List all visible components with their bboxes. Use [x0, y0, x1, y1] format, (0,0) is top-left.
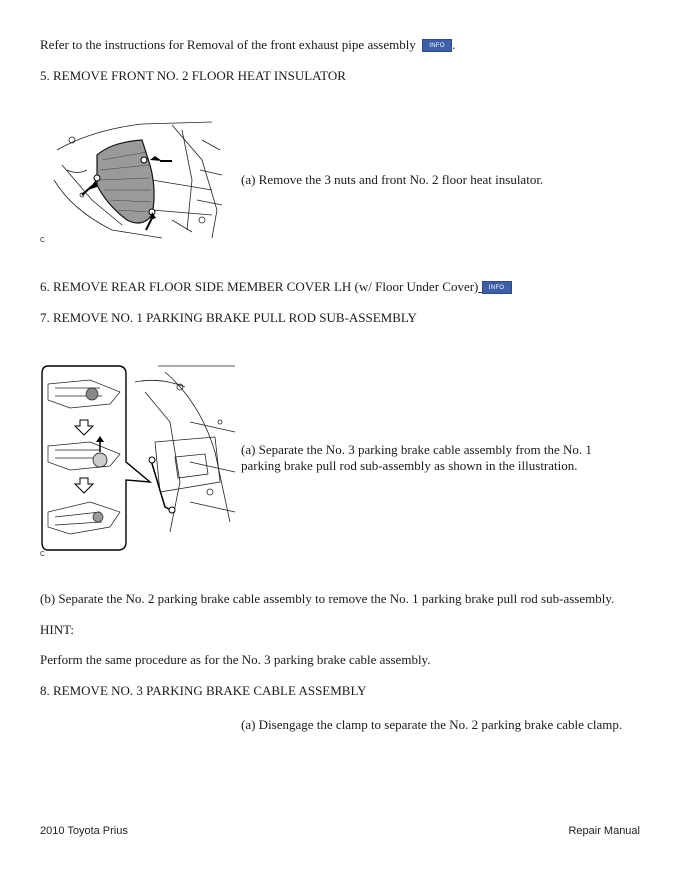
step8-title: 8. REMOVE NO. 3 PARKING BRAKE CABLE ASSEMBLY: [40, 683, 367, 698]
info-link-button[interactable]: INFO: [422, 39, 452, 52]
step5-title: 5. REMOVE FRONT NO. 2 FLOOR HEAT INSULATOR: [40, 68, 346, 83]
step6-title: 6. REMOVE REAR FLOOR SIDE MEMBER COVER LH (w/ Floor Under Cover): [40, 279, 479, 294]
footer-right: Repair Manual: [568, 825, 640, 837]
figure-code: C: [40, 551, 46, 558]
step7-instruction-line1: (a) Separate the No. 3 parking brake cable assembly from the No. 1: [241, 442, 592, 457]
footer-left: 2010 Toyota Prius: [40, 825, 128, 837]
hint-label: HINT:: [40, 622, 75, 637]
figure-code: C: [40, 237, 46, 244]
intro-text: Refer to the instructions for Removal of the front exhaust pipe assembly: [40, 37, 416, 52]
step7-instruction-b: (b) Separate the No. 2 parking brake cable assembly to remove the No. 1 parking brake pull rod sub-assembly.: [40, 591, 615, 606]
hint-text: Perform the same procedure as for the No. 3 parking brake cable assembly.: [40, 652, 431, 667]
step8-instruction: (a) Disengage the clamp to separate the No. 2 parking brake cable clamp.: [241, 717, 623, 732]
step6-line: [40, 279, 512, 295]
intro-line: Refer to the instructions for Removal of the front exhaust pipe assembly INFO .: [40, 37, 456, 52]
step7-title: 7. REMOVE NO. 1 PARKING BRAKE PULL ROD SUB-ASSEMBLY: [40, 310, 417, 325]
step7-instruction-line2: parking brake pull rod sub-assembly as shown in the illustration.: [241, 458, 578, 473]
info-link-button[interactable]: INFO: [482, 281, 512, 294]
parking-brake-pull-rod-illustration: [40, 362, 238, 554]
step5-instruction: (a) Remove the 3 nuts and front No. 2 floor heat insulator.: [241, 172, 544, 187]
floor-heat-insulator-illustration: [52, 120, 224, 242]
